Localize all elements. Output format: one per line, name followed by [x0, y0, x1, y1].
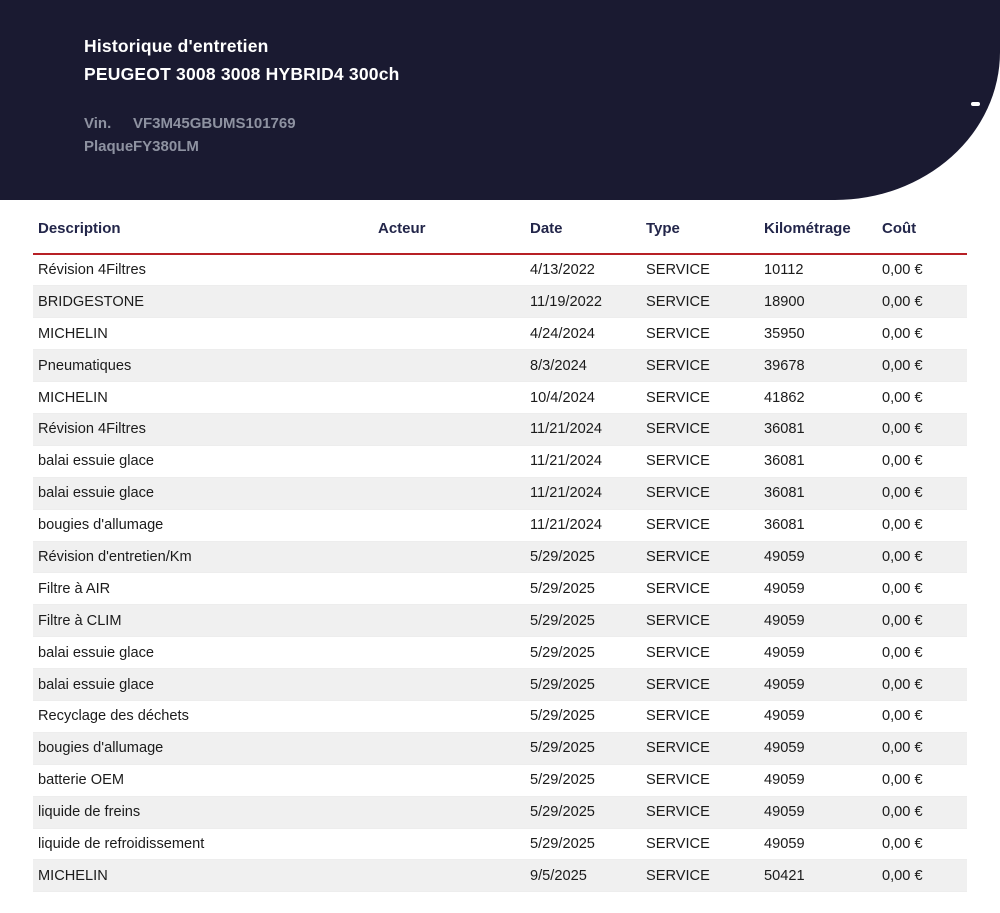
cell-km: 36081 [759, 509, 877, 541]
cell-km: 49059 [759, 732, 877, 764]
cell-type: SERVICE [641, 669, 759, 701]
cell-acteur [373, 318, 525, 350]
cell-acteur [373, 413, 525, 445]
report-header [0, 0, 1000, 200]
cell-km: 50421 [759, 860, 877, 892]
cell-type: SERVICE [641, 541, 759, 573]
cell-date: 5/29/2025 [525, 637, 641, 669]
cell-description: Révision 4Filtres [33, 413, 373, 445]
cell-acteur [373, 796, 525, 828]
table-row [33, 573, 967, 605]
cell-type: SERVICE [641, 254, 759, 286]
cell-cout: 0,00 € [877, 764, 967, 796]
cell-type: SERVICE [641, 286, 759, 318]
cell-cout: 0,00 € [877, 669, 967, 701]
table-row [33, 828, 967, 860]
cell-km: 36081 [759, 445, 877, 477]
cell-type: SERVICE [641, 796, 759, 828]
table-row [33, 254, 967, 286]
cell-date: 9/5/2025 [525, 860, 641, 892]
cell-date: 5/29/2025 [525, 605, 641, 637]
page-title [84, 32, 1000, 88]
table-row [33, 541, 967, 573]
cell-km: 49059 [759, 541, 877, 573]
history-table-container [33, 210, 967, 892]
cell-km: 18900 [759, 286, 877, 318]
table-row [33, 413, 967, 445]
cell-description: Pneumatiques [33, 350, 373, 382]
cell-date: 11/21/2024 [525, 413, 641, 445]
cell-km: 39678 [759, 350, 877, 382]
table-row [33, 796, 967, 828]
cell-km: 49059 [759, 764, 877, 796]
cell-type: SERVICE [641, 700, 759, 732]
cell-cout: 0,00 € [877, 828, 967, 860]
table-row [33, 860, 967, 892]
cell-description: liquide de freins [33, 796, 373, 828]
cell-km: 36081 [759, 477, 877, 509]
column-header-acteur: Acteur [373, 210, 525, 254]
cell-km: 49059 [759, 637, 877, 669]
cell-description: MICHELIN [33, 382, 373, 414]
cell-type: SERVICE [641, 350, 759, 382]
vehicle-title: PEUGEOT 3008 3008 HYBRID4 300ch [84, 64, 400, 84]
cell-description: Filtre à CLIM [33, 605, 373, 637]
cell-type: SERVICE [641, 413, 759, 445]
cell-cout: 0,00 € [877, 637, 967, 669]
plate-value: FY380LM [133, 138, 199, 156]
table-row [33, 764, 967, 796]
cell-description: balai essuie glace [33, 477, 373, 509]
plate-row [84, 135, 1000, 158]
column-header-description: Description [33, 210, 373, 254]
cell-km: 41862 [759, 382, 877, 414]
cell-cout: 0,00 € [877, 286, 967, 318]
table-row [33, 509, 967, 541]
cell-description: Révision 4Filtres [33, 254, 373, 286]
cell-date: 5/29/2025 [525, 828, 641, 860]
vin-label: Vin. [84, 115, 112, 132]
cell-description: Recyclage des déchets [33, 700, 373, 732]
cell-cout: 0,00 € [877, 318, 967, 350]
cell-km: 35950 [759, 318, 877, 350]
cell-cout: 0,00 € [877, 700, 967, 732]
cell-acteur [373, 382, 525, 414]
cell-date: 10/4/2024 [525, 382, 641, 414]
cell-km: 49059 [759, 700, 877, 732]
cell-type: SERVICE [641, 637, 759, 669]
cell-acteur [373, 286, 525, 318]
cell-km: 49059 [759, 605, 877, 637]
cell-date: 11/21/2024 [525, 509, 641, 541]
cell-cout: 0,00 € [877, 445, 967, 477]
cell-date: 5/29/2025 [525, 573, 641, 605]
cell-date: 5/29/2025 [525, 732, 641, 764]
cell-cout: 0,00 € [877, 350, 967, 382]
cell-km: 49059 [759, 669, 877, 701]
cell-description: MICHELIN [33, 860, 373, 892]
cell-description: liquide de refroidissement [33, 828, 373, 860]
column-header-cout: Coût [877, 210, 967, 254]
cell-type: SERVICE [641, 318, 759, 350]
table-row [33, 605, 967, 637]
cell-cout: 0,00 € [877, 509, 967, 541]
cell-km: 49059 [759, 796, 877, 828]
table-row [33, 732, 967, 764]
cell-type: SERVICE [641, 732, 759, 764]
cell-acteur [373, 254, 525, 286]
cell-acteur [373, 605, 525, 637]
table-row [33, 700, 967, 732]
cell-acteur [373, 732, 525, 764]
table-row [33, 637, 967, 669]
cell-description: BRIDGESTONE [33, 286, 373, 318]
cell-acteur [373, 573, 525, 605]
table-row [33, 382, 967, 414]
vin-row [84, 112, 1000, 135]
cell-date: 5/29/2025 [525, 700, 641, 732]
column-header-type: Type [641, 210, 759, 254]
cell-type: SERVICE [641, 573, 759, 605]
cell-acteur [373, 860, 525, 892]
cell-cout: 0,00 € [877, 605, 967, 637]
plate-label: Plaque [84, 138, 134, 156]
cell-date: 4/24/2024 [525, 318, 641, 350]
cell-date: 4/13/2022 [525, 254, 641, 286]
decorative-dash [971, 102, 980, 106]
page-title-line1: Historique d'entretien [84, 36, 269, 56]
cell-date: 5/29/2025 [525, 541, 641, 573]
cell-description: MICHELIN [33, 318, 373, 350]
cell-type: SERVICE [641, 764, 759, 796]
history-table [33, 210, 967, 892]
cell-km: 10112 [759, 254, 877, 286]
table-row [33, 318, 967, 350]
cell-acteur [373, 700, 525, 732]
cell-description: Révision d'entretien/Km [33, 541, 373, 573]
cell-cout: 0,00 € [877, 573, 967, 605]
cell-description: batterie OEM [33, 764, 373, 796]
cell-date: 11/19/2022 [525, 286, 641, 318]
cell-cout: 0,00 € [877, 796, 967, 828]
cell-acteur [373, 541, 525, 573]
column-header-date: Date [525, 210, 641, 254]
cell-acteur [373, 477, 525, 509]
cell-cout: 0,00 € [877, 477, 967, 509]
cell-date: 5/29/2025 [525, 796, 641, 828]
cell-acteur [373, 350, 525, 382]
cell-date: 8/3/2024 [525, 350, 641, 382]
table-body [33, 254, 967, 892]
cell-type: SERVICE [641, 445, 759, 477]
cell-acteur [373, 669, 525, 701]
cell-date: 5/29/2025 [525, 764, 641, 796]
table-row [33, 445, 967, 477]
cell-cout: 0,00 € [877, 860, 967, 892]
cell-description: balai essuie glace [33, 445, 373, 477]
cell-date: 11/21/2024 [525, 477, 641, 509]
cell-description: bougies d'allumage [33, 509, 373, 541]
cell-acteur [373, 509, 525, 541]
cell-acteur [373, 828, 525, 860]
cell-description: balai essuie glace [33, 669, 373, 701]
table-row [33, 350, 967, 382]
vehicle-meta [84, 112, 1000, 159]
cell-acteur [373, 445, 525, 477]
table-row [33, 477, 967, 509]
cell-description: balai essuie glace [33, 637, 373, 669]
table-header [33, 210, 967, 254]
column-header-kilometrage: Kilométrage [759, 210, 877, 254]
cell-cout: 0,00 € [877, 541, 967, 573]
cell-km: 49059 [759, 573, 877, 605]
cell-cout: 0,00 € [877, 254, 967, 286]
cell-cout: 0,00 € [877, 732, 967, 764]
cell-date: 5/29/2025 [525, 669, 641, 701]
cell-km: 36081 [759, 413, 877, 445]
vin-value: VF3M45GBUMS101769 [133, 115, 296, 132]
cell-type: SERVICE [641, 605, 759, 637]
table-row [33, 669, 967, 701]
cell-type: SERVICE [641, 828, 759, 860]
table-row [33, 286, 967, 318]
cell-km: 49059 [759, 828, 877, 860]
cell-date: 11/21/2024 [525, 445, 641, 477]
cell-type: SERVICE [641, 860, 759, 892]
cell-acteur [373, 637, 525, 669]
cell-description: Filtre à AIR [33, 573, 373, 605]
cell-type: SERVICE [641, 382, 759, 414]
cell-cout: 0,00 € [877, 413, 967, 445]
cell-type: SERVICE [641, 509, 759, 541]
cell-cout: 0,00 € [877, 382, 967, 414]
cell-acteur [373, 764, 525, 796]
cell-description: bougies d'allumage [33, 732, 373, 764]
cell-type: SERVICE [641, 477, 759, 509]
